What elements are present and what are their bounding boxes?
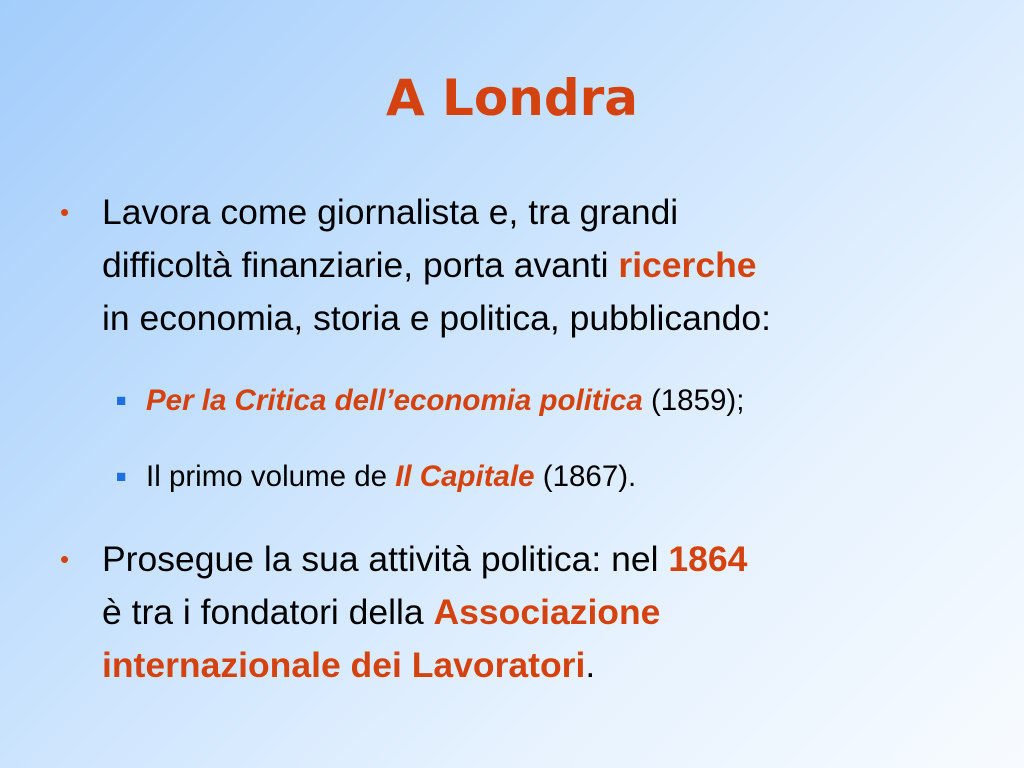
sub-bullet-text [146, 457, 1006, 497]
work-year: (1859); [642, 384, 745, 417]
square-bullet-icon: ■ [116, 467, 127, 486]
bullet-text [102, 186, 982, 345]
bullet-line: è tra i fondatori della [102, 592, 434, 632]
bullet-line: Lavora come giornalista e, tra grandi [102, 192, 679, 232]
bullet-marker: • [60, 544, 70, 574]
work-year: (1867). [534, 460, 637, 493]
highlight-text: internazionale dei Lavoratori [102, 645, 586, 685]
highlight-text: Associazione [433, 592, 661, 632]
bullet-marker: • [60, 197, 70, 227]
square-bullet-icon: ■ [116, 391, 127, 410]
highlight-text: ricerche [618, 245, 757, 285]
bullet-text [102, 533, 982, 692]
bullet-line-end: . [585, 645, 596, 685]
slide-title: A Londra [385, 69, 639, 127]
highlight-year: 1864 [668, 539, 748, 579]
work-title: Per la Critica dell’economia politica [146, 384, 643, 417]
sub-bullet-text [146, 381, 1006, 421]
sub-bullet-prefix: Il primo volume de [146, 460, 396, 493]
work-title: Il Capitale [395, 460, 535, 493]
bullet-line: in economia, storia e politica, pubblicando: [102, 298, 771, 338]
bullet-line: difficoltà finanziarie, porta avanti [102, 245, 619, 285]
bullet-line: Prosegue la sua attività politica: nel [102, 539, 669, 579]
